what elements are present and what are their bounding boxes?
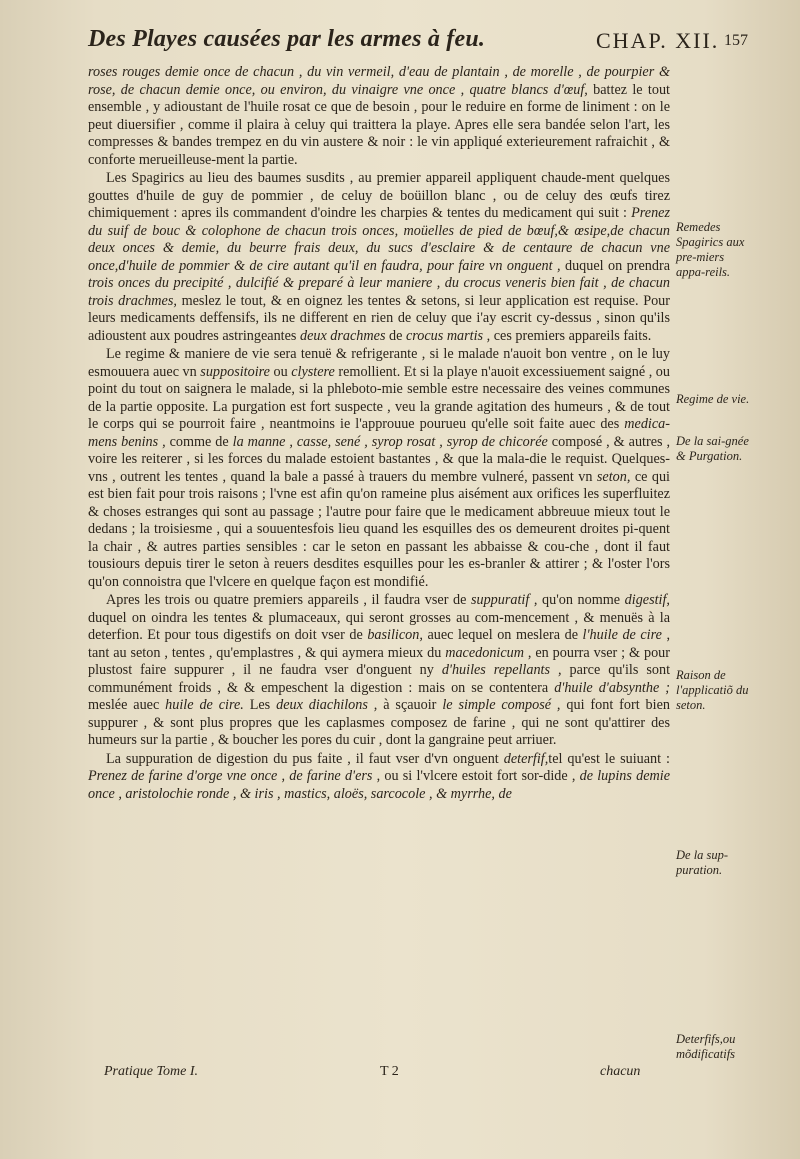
paragraph-4 [88,592,670,750]
text-run: comme de [165,433,233,450]
paragraph-5 [88,751,670,804]
text-run: parce qu'ils sont communément froids , & & empeschent la digestion : mais on se contentera [88,662,671,696]
italic-run: la manne , casse, sené , syrop rosat , syrop de chicorée [232,433,548,450]
italic-run: seton, [596,468,631,485]
chapter-heading: CHAP. XII. [596,28,720,53]
page-number: 157 [724,32,748,49]
italic-run: l'huile de cire [582,627,662,643]
text-run: meslée auec [88,697,166,713]
italic-run: basilicon, [367,627,423,643]
text-run: , en pourra vser ; & pour plustost faire suppurer , il ne faudra vser d'onguent ny [88,644,670,678]
italic-run: clystere [291,363,335,380]
text-run: composé , & autres , voire les reiterer , si les forces du malade estoient bastantes , & que la mala-die le requist. Quelques-vns , outrent les tentes , quand la bale a passé à trauers du membre vulneré, passent vn [88,433,671,485]
paragraph-3 [88,346,670,591]
text-run: de [385,327,406,344]
text-run: La suppuration de digestion du pus faite , il faut vser d'vn onguent [106,750,504,767]
italic-run: Prenez de farine d'orge vne once , de farine d'ers [88,768,373,784]
text-run: Les Spagirics au lieu des baumes susdits , au premier appareil appliquent chaude-ment quelques gouttes d'huile de guy de pommier , de celuy de boüillon blanc , ou de celuy des œufs tirez chimiquement : apres ils commandent d'oindre les charpies & tentes du medicament qui suit : [88,170,670,221]
text-run: Le regime & maniere de vie sera tenuë & refrigerante , si le malade n'auoit bon ventre , on le luy esmouuera auec vn [88,346,670,380]
text-run: Les [243,697,277,713]
italic-run: deterfif, [503,750,549,767]
italic-run: d'huiles repellants , [441,662,562,678]
italic-run: deux diachilons , [276,697,378,713]
paragraph-1 [88,64,670,169]
text-run: remollient. Et si la playe n'auoit excessiuement saigné , ou point du tout on saignera le malade, si la phleboto-mie semble estre necessaire des veines communes de la partie opposite. La purgation est fort suspecte , veu la grande agitation des humeurs , & de tout le corps qui se pourroit faire , neantmoins ie l'approuue pourueu qu'elle soit faite auec des [88,363,670,432]
margin-note-remedes: Remedes Spagirics aux pre-miers appa-reils. [676,220,745,279]
text-run: Apres les trois ou quatre premiers appareils , il faudra vser de [106,592,471,608]
margin-note-regime: Regime de vie. [676,392,750,406]
text-run: ces premiers appareils faits. [490,327,652,344]
footer-signature: T 2 [380,1064,399,1079]
text-run: à sçauoir [377,697,443,713]
italic-run: le simple composé , [442,697,561,713]
footer-volume: Pratique Tome I. [104,1064,198,1079]
italic-run: huile de cire. [165,697,244,713]
text-run: meslez le tout, & en oignez les tentes & setons, si leur application est requise. Pour leurs medicaments deffensifs, ils ne different en rien de celuy que i'ay escrit cy-dessus , sinon qu'ils adioustent aux poudres astringeantes [88,292,670,344]
italic-run: medica-mens benins , [88,416,670,450]
italic-run: deux drachmes [299,327,386,344]
italic-run: suppositoire [200,363,270,380]
margin-note-saignee: De la sai-gnée & Purgation. [676,434,749,463]
page-header [88,24,748,58]
paragraph-2 [88,170,670,345]
text-run: , tant au seton , tentes , qu'emplastres , & qui aymera mieux du [88,627,671,661]
margin-note-seton: Raison de l'applicatiõ du seton. [676,668,749,712]
text-run: tel qu'est le suiuant : [548,750,670,767]
italic-run: trois onces du precipité , dulcifié & preparé à leur maniere , du crocus veneris bien fait , de chacun trois drachmes, [88,275,670,309]
margin-note-deterfifs: Deterfifs,ou mõdificatifs [676,1032,736,1061]
text-run: qu'on nomme [537,592,625,608]
italic-run: crocus martis , [405,327,491,344]
margin-note-suppuration: De la sup-puration. [676,848,729,877]
text-run: ce qui est bien fait pour trois raisons ; l'vne est afin qu'on rameine plus aisément aux orifices les superfluitez & choses estranges qui sont au passage ; l'autre pour faire que le medicament abbreuue mieux tout le dedans ; la troisiesme , qui a souuentesfois lieu quand les esquilles des os demeurent droites pi-quent la chair , & autres parties sensibles : car le seton en passant les abbaisse & cou-che , dont il faut tousiours depuis tirer le seton à reuers desdites esquilles pour les es-branler & attirer ; & l'oster l'ors qu'on connoistra que l'vlcere en quelque façon est mondifié. [88,468,670,590]
italic-run: d'huile d'absynthe ; [554,679,671,696]
text-run: battez le tout ensemble , y adioustant de l'huile rosat ce que de besoin , pour le reduire en forme de liniment : on le peut diuersifier , comme il plaira à celuy qui traittera la playe. Apres elle sera bandée selon l'art, les compresses & bandes trempez en du vin austere & noir : le vin appliqué exterieurement rafraichit , & conforte merueilleuse-ment la partie. [88,81,671,168]
italic-run: macedonicum [445,644,524,661]
italic-run: roses rouges demie once de chacun , du vin vermeil, d'eau de plantain , de morelle , de pourpier & rose, de chacun demie once, ou environ, du vinaigre vne once , quatre blancs d'œuf, [88,64,670,98]
italic-run: Prenez du suif de bouc & colophone de chacun trois onces, moüelles de pied de bœuf,& œsipe,de chacun deux onces & demie, du beurre frais deux, du sucs d'esclaire & de centaure de chacun vne once,d'huile de pommier & de cire autant qu'il en faudra, pour faire vn onguent , [88,205,670,274]
text-run: qui font fort bien suppurer , & sont plus propres que les caplasmes composez de farine , qui ne sont qu'attirer des humeurs sur la partie , & boucher les pores du cuir , dont la gangraine peut arriuer. [88,697,670,748]
italic-run: de lupins demie once , aristolochie ronde , & iris , mastics, aloës, sarcocole , & myrrhe, de [88,768,670,802]
running-title: Des Playes causées par les armes à feu. [88,26,486,52]
text-run: auec lequel on meslera de [422,627,583,643]
text-run: duquel on prendra [560,257,670,274]
text-run: duquel on oindra les tentes & plumaceaux, qui seront grosses au com-mencement , & menuës à la deterfion. Et pour tous digestifs on doit vser de [88,609,670,643]
text-run: , ou si l'vlcere estoit fort sor-dide , [372,768,580,784]
main-text [88,64,670,803]
text-run: ou [269,363,292,380]
italic-run: digestif, [624,592,670,608]
footer-catchword: chacun [600,1064,641,1079]
italic-run: suppuratif , [470,592,538,608]
